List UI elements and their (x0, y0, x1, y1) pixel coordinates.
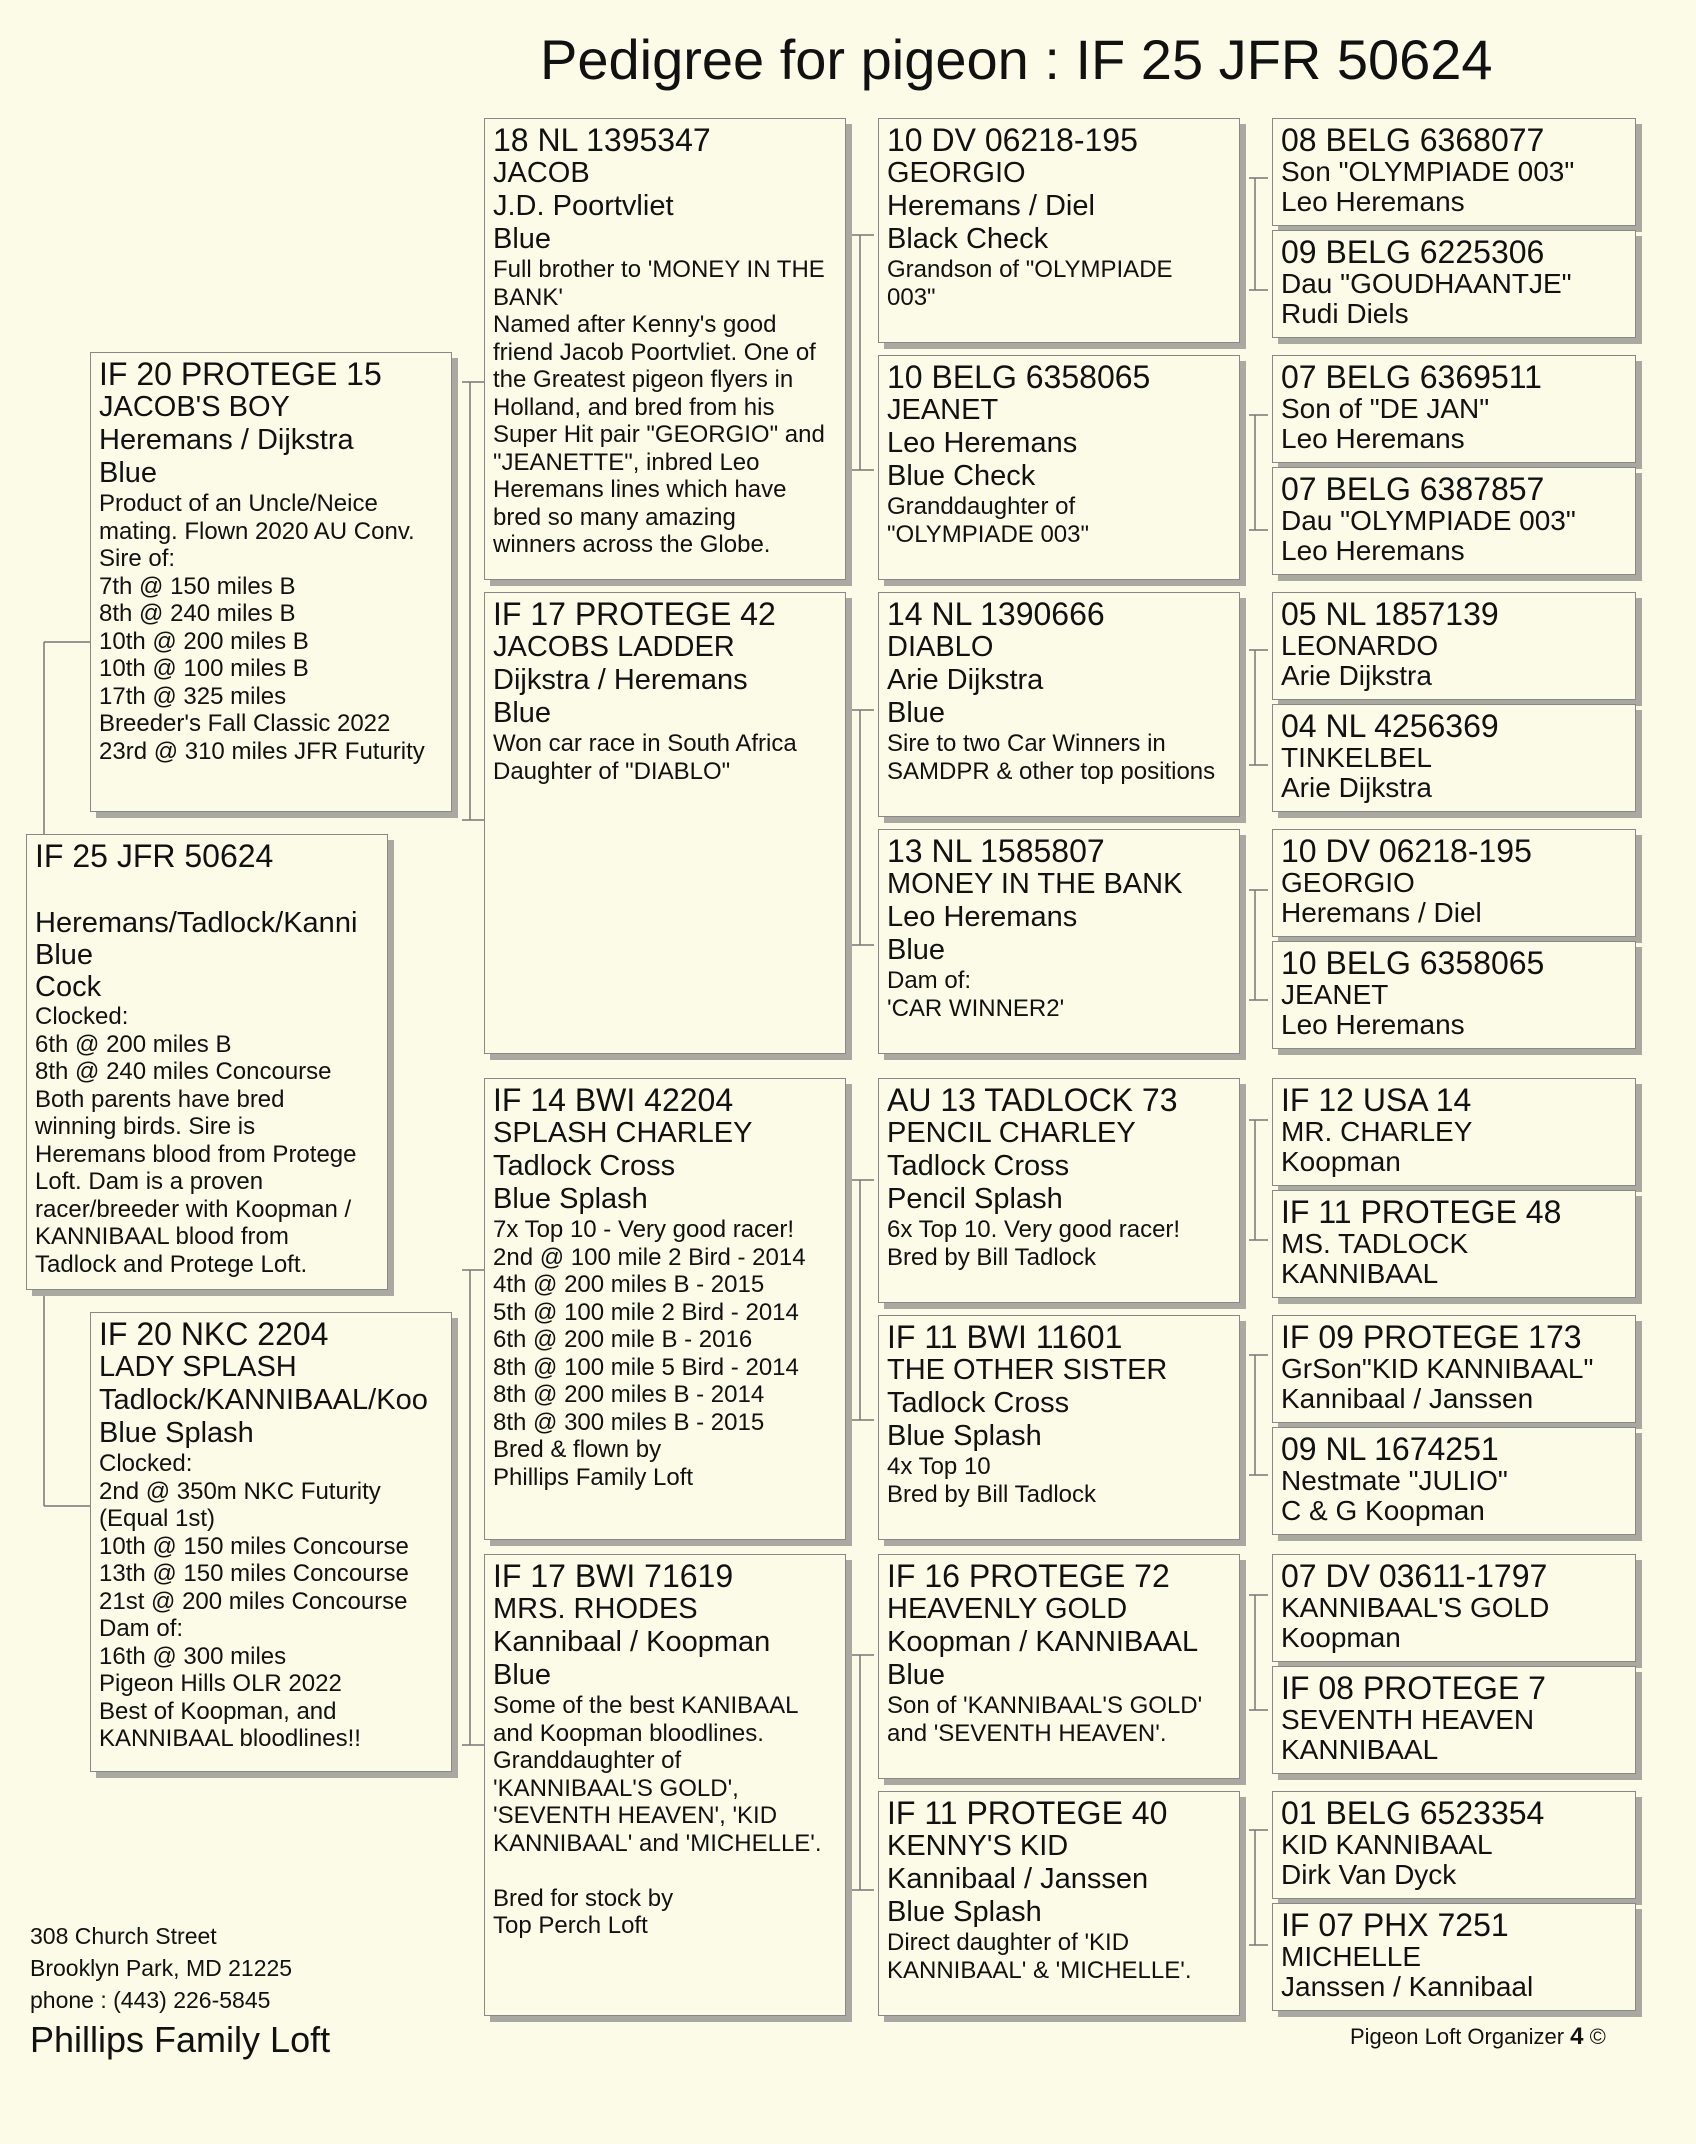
ggp-name: MONEY IN THE BANK (887, 868, 1183, 900)
ggp-breeder: Koopman / KANNIBAAL (887, 1626, 1199, 1658)
ancestor-band: 10 DV 06218-195 (1281, 833, 1532, 869)
grandparent-name: JACOB (493, 157, 590, 189)
subject-notes: Clocked: 6th @ 200 miles B 8th @ 240 miles Concourse Both parents have bred winning birds. Sire is Heremans blood from Protege Loft. Dam is a proven racer/breeder with Koopman / KANNIBAAL blood from Tadlock and Protege Loft. (35, 1003, 357, 1278)
grandparent-color: Blue (493, 223, 552, 255)
ggp-color: Blue Splash (887, 1420, 1042, 1452)
ggp-notes: 6x Top 10. Very good racer! Bred by Bill Tadlock (887, 1216, 1181, 1271)
ggp-band: IF 11 BWI 11601 (887, 1319, 1123, 1355)
ancestor-name: LEONARDO (1281, 630, 1439, 661)
address-phone: phone : (443) 226-5845 (30, 1987, 271, 2013)
ancestor-band: 09 NL 1674251 (1281, 1431, 1499, 1467)
ggp-name: DIABLO (887, 631, 994, 663)
grandparent-breeder: J.D. Poortvliet (493, 190, 674, 222)
great-grandparent-card[interactable] (878, 592, 1240, 817)
ancestor-card[interactable] (1272, 1666, 1636, 1774)
great-grandparent-card[interactable] (878, 118, 1240, 343)
subject-sex: Cock (35, 971, 102, 1003)
subject-card[interactable] (26, 834, 388, 1290)
ggp-notes: Direct daughter of 'KID KANNIBAAL' & 'MICHELLE'. (887, 1929, 1192, 1984)
ggp-notes: Dam of: 'CAR WINNER2' (887, 967, 1065, 1022)
sire-breeder: Heremans / Dijkstra (99, 424, 354, 456)
grandparent-breeder: Kannibaal / Koopman (493, 1626, 771, 1658)
ancestor-breeder: Rudi Diels (1281, 298, 1409, 329)
ancestor-breeder: Kannibaal / Janssen (1281, 1383, 1534, 1414)
ancestor-card[interactable] (1272, 355, 1636, 463)
grandparent-color: Blue Splash (493, 1183, 648, 1215)
great-grandparent-card[interactable] (878, 1315, 1240, 1540)
ancestor-name: SEVENTH HEAVEN (1281, 1704, 1535, 1735)
ancestor-name: GEORGIO (1281, 867, 1415, 898)
loft-address (30, 1920, 330, 2062)
dam-color: Blue Splash (99, 1417, 254, 1449)
grandparent-band: IF 14 BWI 42204 (493, 1082, 734, 1118)
dam-card[interactable] (90, 1312, 452, 1772)
ggp-band: IF 11 PROTEGE 40 (887, 1795, 1168, 1831)
address-street: 308 Church Street (30, 1923, 217, 1949)
address-city: Brooklyn Park, MD 21225 (30, 1955, 293, 1981)
software-credit (1350, 2022, 1606, 2052)
ancestor-card[interactable] (1272, 1554, 1636, 1662)
sire-band: IF 20 PROTEGE 15 (99, 356, 382, 392)
ancestor-name: KANNIBAAL'S GOLD (1281, 1592, 1550, 1623)
ggp-notes: Grandson of "OLYMPIADE 003" (887, 256, 1173, 311)
subject-band: IF 25 JFR 50624 (35, 838, 274, 874)
ancestor-breeder: Janssen / Kannibaal (1281, 1971, 1534, 2002)
ancestor-band: 04 NL 4256369 (1281, 708, 1499, 744)
ancestor-card[interactable] (1272, 1078, 1636, 1186)
ancestor-breeder: Leo Heremans (1281, 186, 1465, 217)
ancestor-name: Son "OLYMPIADE 003" (1281, 156, 1575, 187)
grandparent-card[interactable] (484, 1078, 846, 1540)
grandparent-notes: 7x Top 10 - Very good racer! 2nd @ 100 mile 2 Bird - 2014 4th @ 200 miles B - 2015 5th @ 100 mile 2 Bird - 2014 6th @ 200 mile B - 2016 8th @ 100 mile 5 Bird - 2014 8th @ 200 miles B - 2014 8th @ 300 miles B - 2015 Bred & flown by Phillips Family Loft (493, 1216, 806, 1491)
ancestor-band: 07 DV 03611-1797 (1281, 1558, 1548, 1594)
sire-name: JACOB'S BOY (99, 391, 290, 423)
ancestor-name: Nestmate "JULIO" (1281, 1465, 1508, 1496)
ggp-name: HEAVENLY GOLD (887, 1593, 1128, 1625)
ancestor-name: Dau "GOUDHAANTJE" (1281, 268, 1572, 299)
grandparent-notes: Full brother to 'MONEY IN THE BANK' Named after Kenny's good friend Jacob Poortvliet. One of the Greatest pigeon flyers in Holland, and bred from his Super Hit pair "GEORGIO" and "JEANETTE", inbred Leo Heremans lines which have bred so many amazing winners across the Globe. (493, 256, 825, 558)
ggp-breeder: Leo Heremans (887, 427, 1078, 459)
ggp-notes: Sire to two Car Winners in SAMDPR & other top positions (887, 730, 1216, 785)
dam-band: IF 20 NKC 2204 (99, 1316, 329, 1352)
ancestor-card[interactable] (1272, 1427, 1636, 1535)
ancestor-band: IF 12 USA 14 (1281, 1082, 1472, 1118)
ggp-breeder: Kannibaal / Janssen (887, 1863, 1149, 1895)
ancestor-breeder: KANNIBAAL (1281, 1258, 1439, 1289)
great-grandparent-card[interactable] (878, 829, 1240, 1054)
grandparent-name: SPLASH CHARLEY (493, 1117, 753, 1149)
ggp-breeder: Arie Dijkstra (887, 664, 1044, 696)
ggp-color: Blue (887, 934, 946, 966)
ggp-name: GEORGIO (887, 157, 1026, 189)
ggp-band: 10 DV 06218-195 (887, 122, 1138, 158)
ggp-name: THE OTHER SISTER (887, 1354, 1168, 1386)
sire-card[interactable] (90, 352, 452, 812)
grandparent-band: IF 17 BWI 71619 (493, 1558, 734, 1594)
great-grandparent-card[interactable] (878, 1791, 1240, 2016)
ancestor-name: TINKELBEL (1281, 742, 1432, 773)
copyright-icon: © (1589, 2024, 1606, 2049)
ancestor-name: JEANET (1281, 979, 1389, 1010)
grandparent-name: MRS. RHODES (493, 1593, 698, 1625)
ggp-color: Blue (887, 1659, 946, 1691)
ggp-band: 13 NL 1585807 (887, 833, 1105, 869)
ancestor-band: 07 BELG 6387857 (1281, 471, 1545, 507)
grandparent-notes: Won car race in South Africa Daughter of "DIABLO" (493, 730, 797, 785)
ancestor-breeder: Leo Heremans (1281, 1009, 1465, 1040)
ggp-color: Blue Check (887, 460, 1036, 492)
ggp-band: 10 BELG 6358065 (887, 359, 1151, 395)
ancestor-card[interactable] (1272, 592, 1636, 700)
ancestor-name: GrSon"KID KANNIBAAL" (1281, 1353, 1594, 1384)
ggp-color: Blue (887, 697, 946, 729)
grandparent-card[interactable] (484, 1554, 846, 2016)
ancestor-card[interactable] (1272, 1315, 1636, 1423)
ancestor-breeder: Koopman (1281, 1146, 1401, 1177)
grandparent-color: Blue (493, 1659, 552, 1691)
ancestor-band: IF 11 PROTEGE 48 (1281, 1194, 1562, 1230)
ancestor-band: IF 07 PHX 7251 (1281, 1907, 1509, 1943)
ancestor-breeder: Heremans / Diel (1281, 897, 1482, 928)
loft-name: Phillips Family Loft (30, 2019, 331, 2060)
ggp-notes: Granddaughter of "OLYMPIADE 003" (887, 493, 1090, 548)
ancestor-card[interactable] (1272, 467, 1636, 575)
ggp-breeder: Tadlock Cross (887, 1387, 1070, 1419)
page-title: Pedigree for pigeon : IF 25 JFR 50624 (540, 28, 1493, 91)
ancestor-breeder: Arie Dijkstra (1281, 772, 1432, 803)
ggp-breeder: Leo Heremans (887, 901, 1078, 933)
ancestor-card[interactable] (1272, 829, 1636, 937)
ancestor-card[interactable] (1272, 941, 1636, 1049)
ggp-breeder: Tadlock Cross (887, 1150, 1070, 1182)
grandparent-color: Blue (493, 697, 552, 729)
ancestor-band: 08 BELG 6368077 (1281, 122, 1545, 158)
ancestor-band: 07 BELG 6369511 (1281, 359, 1542, 395)
subject-breeder: Heremans/Tadlock/Kanni (35, 907, 358, 939)
dam-notes: Clocked: 2nd @ 350m NKC Futurity (Equal 1st) 10th @ 150 miles Concourse 13th @ 150 miles Concourse 21st @ 200 miles Concourse Dam of: 16th @ 300 miles Pigeon Hills OLR 2022 Best of Koopman, and KANNIBAAL bloodlines!! (99, 1450, 409, 1752)
ancestor-breeder: Leo Heremans (1281, 423, 1465, 454)
ancestor-card[interactable] (1272, 230, 1636, 338)
grandparent-band: IF 17 PROTEGE 42 (493, 596, 776, 632)
grandparent-card[interactable] (484, 118, 846, 580)
ancestor-name: MS. TADLOCK (1281, 1228, 1469, 1259)
ancestor-band: 05 NL 1857139 (1281, 596, 1499, 632)
ancestor-card[interactable] (1272, 1190, 1636, 1298)
ancestor-card[interactable] (1272, 704, 1636, 812)
ancestor-breeder: Leo Heremans (1281, 535, 1465, 566)
dam-name: LADY SPLASH (99, 1351, 297, 1383)
software-version: 4 (1570, 2023, 1584, 2050)
ggp-color: Pencil Splash (887, 1183, 1063, 1215)
software-name: Pigeon Loft Organizer (1350, 2024, 1565, 2049)
ancestor-breeder: Koopman (1281, 1622, 1401, 1653)
ggp-name: JEANET (887, 394, 999, 426)
ancestor-breeder: Arie Dijkstra (1281, 660, 1432, 691)
ggp-color: Black Check (887, 223, 1049, 255)
sire-color: Blue (99, 457, 158, 489)
grandparent-notes: Some of the best KANIBAAL and Koopman bloodlines. Granddaughter of 'KANNIBAAL'S GOLD', 'SEVENTH HEAVEN', 'KID KANNIBAAL' and 'MICHELLE'. Bred for stock by Top Perch Loft (493, 1692, 822, 1939)
ancestor-band: 09 BELG 6225306 (1281, 234, 1545, 270)
ggp-notes: 4x Top 10 Bred by Bill Tadlock (887, 1453, 1096, 1508)
great-grandparent-card[interactable] (878, 355, 1240, 580)
ggp-band: AU 13 TADLOCK 73 (887, 1082, 1178, 1118)
ancestor-name: MICHELLE (1281, 1941, 1422, 1972)
ggp-band: IF 16 PROTEGE 72 (887, 1558, 1170, 1594)
grandparent-breeder: Dijkstra / Heremans (493, 664, 748, 696)
grandparent-card[interactable] (484, 592, 846, 1054)
ancestor-band: IF 09 PROTEGE 173 (1281, 1319, 1582, 1355)
great-grandparent-card[interactable] (878, 1554, 1240, 1779)
ggp-name: KENNY'S KID (887, 1830, 1069, 1862)
ggp-color: Blue Splash (887, 1896, 1042, 1928)
ancestor-breeder: C & G Koopman (1281, 1495, 1485, 1526)
ggp-breeder: Heremans / Diel (887, 190, 1095, 222)
ancestor-name: Dau "OLYMPIADE 003" (1281, 505, 1576, 536)
ancestor-name: MR. CHARLEY (1281, 1116, 1473, 1147)
subject-color: Blue (35, 939, 94, 971)
ancestor-name: KID KANNIBAAL (1281, 1829, 1493, 1860)
ancestor-card[interactable] (1272, 118, 1636, 226)
ggp-notes: Son of 'KANNIBAAL'S GOLD' and 'SEVENTH HEAVEN'. (887, 1692, 1203, 1747)
sire-notes: Product of an Uncle/Neice mating. Flown 2020 AU Conv. Sire of: 7th @ 150 miles B 8th @ 240 miles B 10th @ 200 miles B 10th @ 100 miles B 17th @ 325 miles Breeder's Fall Classic 2022 23rd @ 310 miles JFR Futurity (99, 490, 425, 765)
great-grandparent-card[interactable] (878, 1078, 1240, 1303)
ggp-name: PENCIL CHARLEY (887, 1117, 1136, 1149)
ancestor-name: Son of "DE JAN" (1281, 393, 1490, 424)
ancestor-band: 01 BELG 6523354 (1281, 1795, 1545, 1831)
ancestor-card[interactable] (1272, 1903, 1636, 2011)
ancestor-breeder: KANNIBAAL (1281, 1734, 1439, 1765)
grandparent-name: JACOBS LADDER (493, 631, 735, 663)
ancestor-card[interactable] (1272, 1791, 1636, 1899)
ggp-band: 14 NL 1390666 (887, 596, 1105, 632)
grandparent-breeder: Tadlock Cross (493, 1150, 676, 1182)
grandparent-band: 18 NL 1395347 (493, 122, 711, 158)
ancestor-band: 10 BELG 6358065 (1281, 945, 1545, 981)
ancestor-band: IF 08 PROTEGE 7 (1281, 1670, 1546, 1706)
dam-breeder: Tadlock/KANNIBAAL/Koo (99, 1384, 428, 1416)
ancestor-breeder: Dirk Van Dyck (1281, 1859, 1457, 1890)
